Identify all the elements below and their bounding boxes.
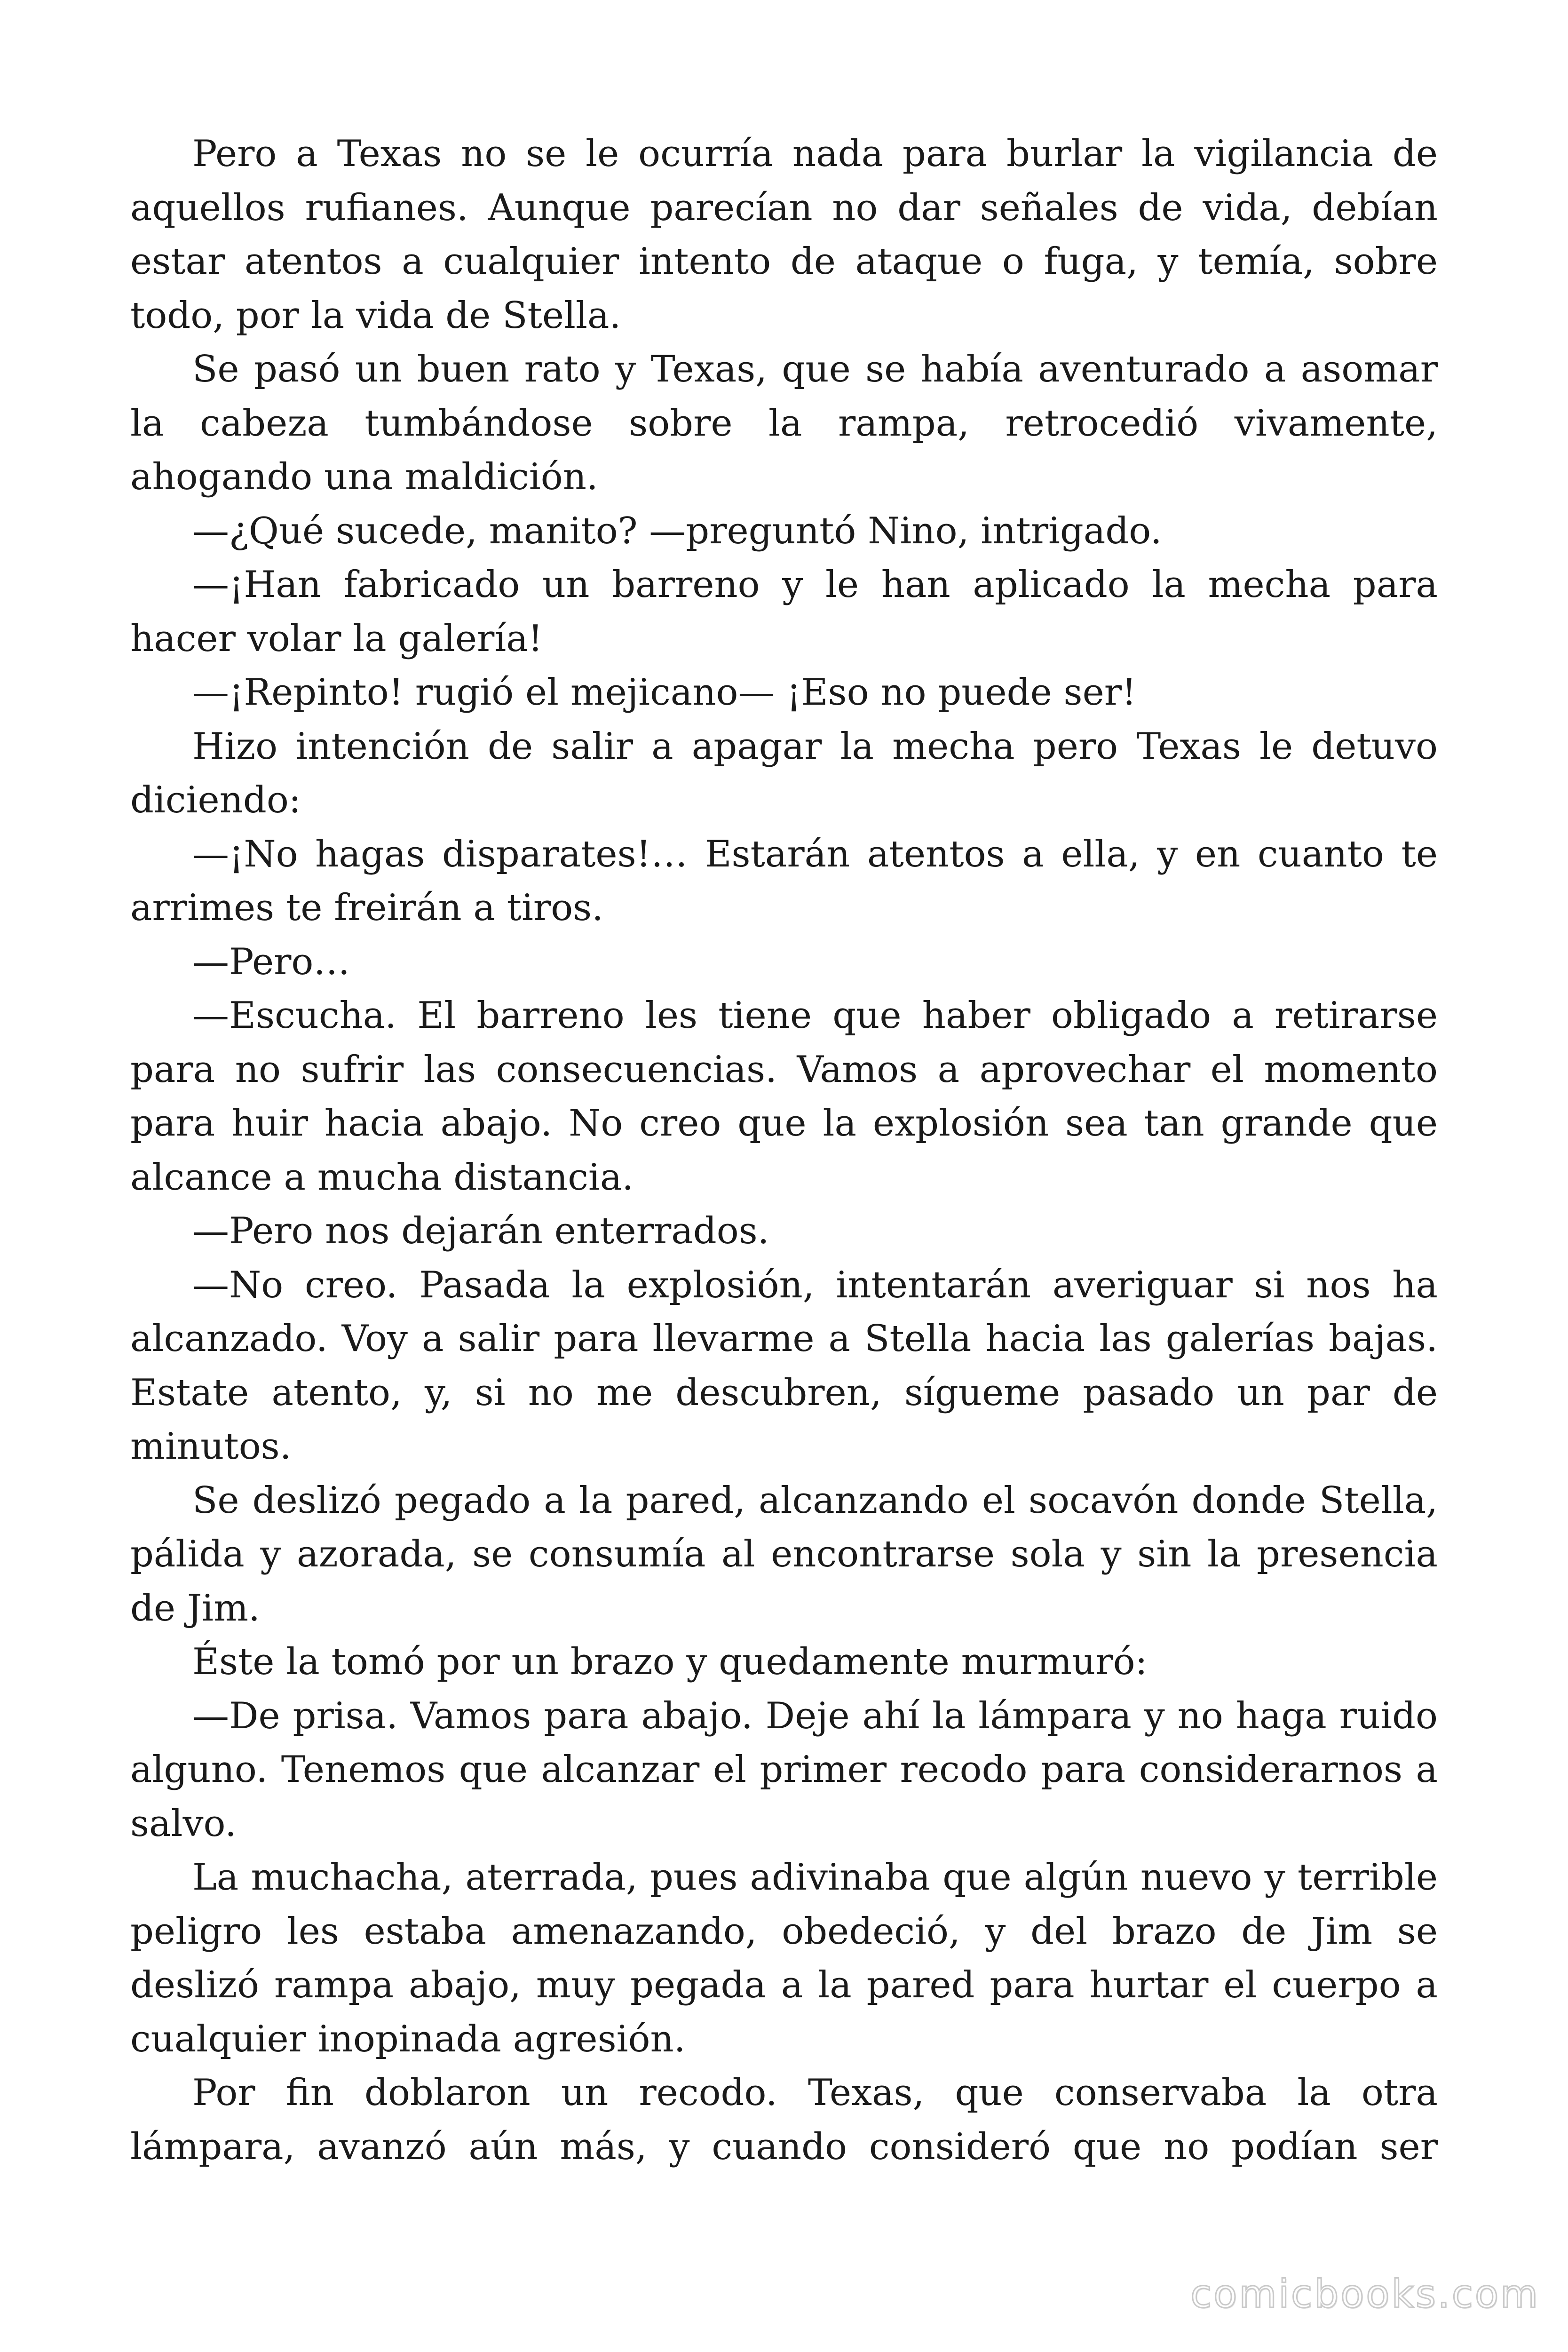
paragraph: —Pero nos dejarán enterrados. bbox=[192, 1210, 769, 1252]
paragraph: —No creo. Pasada la explosión, intentarán averiguar si nos ha alcanzado. Voy a salir para llevarme a Stella hacia las galerías bajas. Estate atento, y, si no me descubren, sígueme pasado un par de minutos. bbox=[130, 1263, 1438, 1468]
paragraph: Hizo intención de salir a apagar la mecha pero Texas le detuvo diciendo: bbox=[130, 725, 1438, 821]
paragraph: Éste la tomó por un brazo y quedamente murmuró: bbox=[192, 1641, 1148, 1683]
paragraph: —Escucha. El barreno les tiene que haber obligado a retirarse para no sufrir las consecuencias. Vamos a aprovechar el momento para huir hacia abajo. No creo que la explosión sea tan grande que alcance a mucha distancia. bbox=[130, 994, 1438, 1199]
paragraph: Se pasó un buen rato y Texas, que se había aventurado a asomar la cabeza tumbándose sobre la rampa, retrocedió vivamente, ahogando una maldición. bbox=[130, 348, 1438, 498]
watermark-text: comicbooks.com bbox=[1190, 2272, 1540, 2317]
paragraph: —De prisa. Vamos para abajo. Deje ahí la lámpara y no haga ruido alguno. Tenemos que alcanzar el primer recodo para considerarnos a salvo. bbox=[130, 1694, 1438, 1845]
paragraph: —Pero… bbox=[192, 940, 350, 983]
body-text bbox=[130, 127, 1438, 2174]
paragraph: Por fin doblaron un recodo. Texas, que conservaba la otra lámpara, avanzó aún más, y cuando consideró que no podían ser bbox=[130, 2072, 1438, 2168]
paragraph: La muchacha, aterrada, pues adivinaba que algún nuevo y terrible peligro les estaba amenazando, obedeció, y del brazo de Jim se deslizó rampa abajo, muy pegada a la pared para hurtar el cuerpo a cualquier inopinada agresión. bbox=[130, 1856, 1438, 2060]
paragraph: —¡Han fabricado un barreno y le han aplicado la mecha para hacer volar la galería! bbox=[130, 564, 1438, 660]
paragraph: —¿Qué sucede, manito? —preguntó Nino, intrigado. bbox=[192, 509, 1162, 552]
paragraph: Pero a Texas no se le ocurría nada para burlar la vigilancia de aquellos rufianes. Aunque parecían no dar señales de vida, debían estar atentos a cualquier intento de ataque o fuga, y temía, sobre todo, por la vida de Stella. bbox=[130, 133, 1438, 337]
paragraph: Se deslizó pegado a la pared, alcanzando el socavón donde Stella, pálida y azorada, se consumía al encontrarse sola y sin la presencia de Jim. bbox=[130, 1479, 1438, 1629]
paragraph: —¡Repinto! rugió el mejicano— ¡Eso no puede ser! bbox=[192, 671, 1137, 714]
paragraph: —¡No hagas disparates!… Estarán atentos a ella, y en cuanto te arrimes te freirán a tiros. bbox=[130, 833, 1438, 929]
